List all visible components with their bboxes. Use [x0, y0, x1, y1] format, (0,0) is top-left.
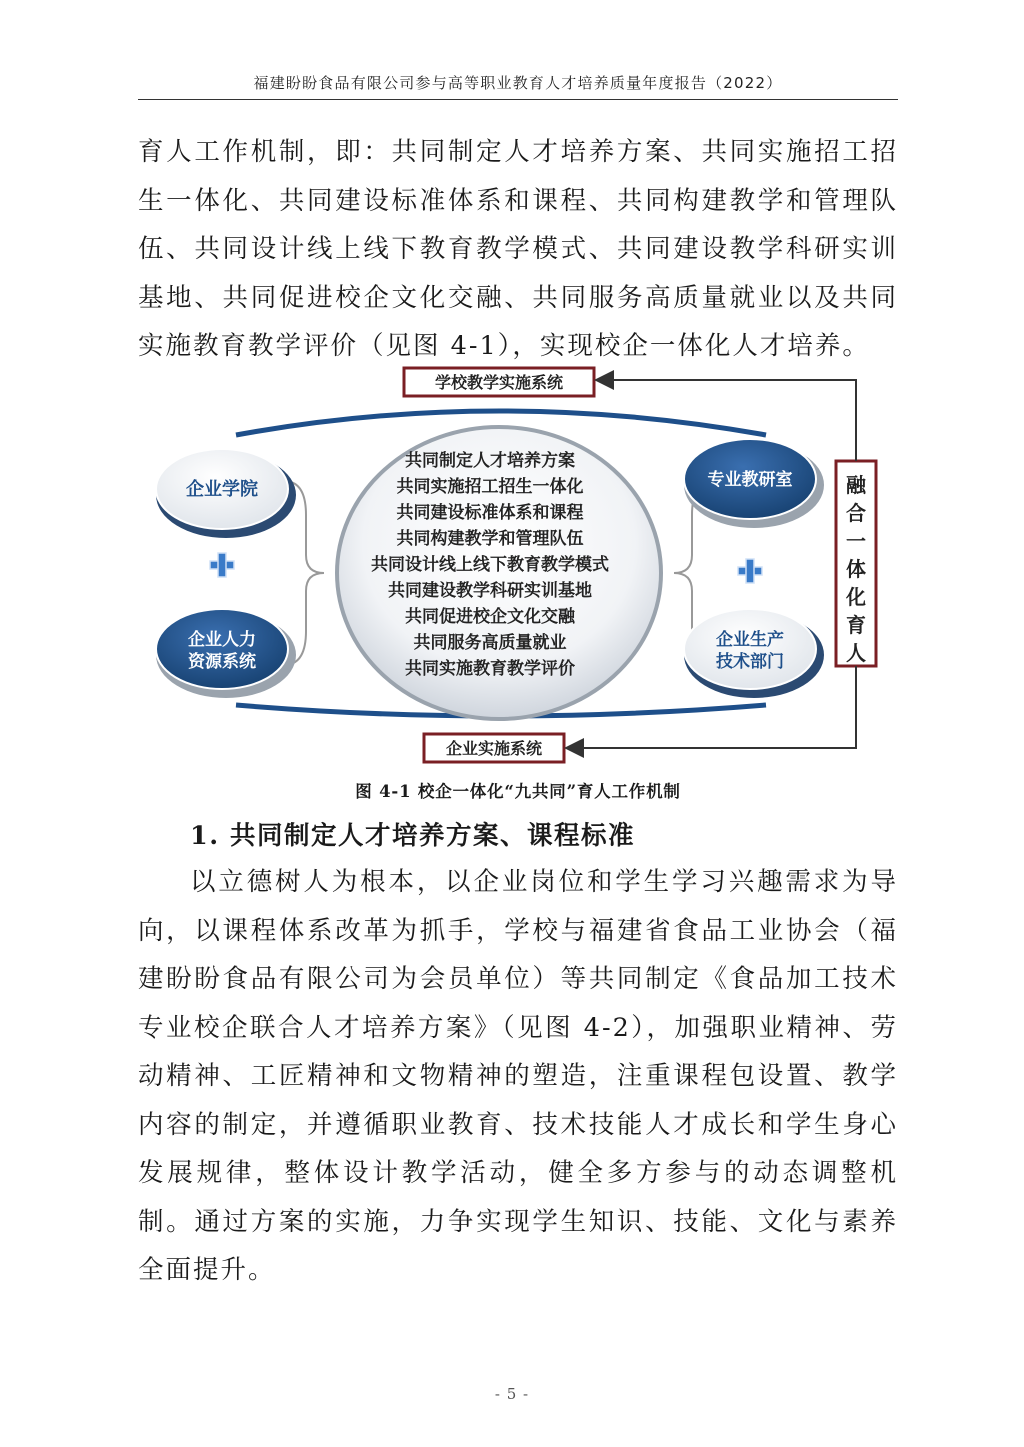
enterprise-college-label: 企业学院	[186, 479, 258, 500]
header-divider	[138, 99, 898, 100]
figure-4-1	[146, 365, 890, 770]
center-item: 共同建设标准体系和课程	[396, 503, 584, 523]
side-char: 体	[846, 557, 866, 581]
side-char: 融	[846, 473, 866, 497]
center-item: 共同服务高质量就业	[413, 633, 567, 653]
page-number: - 5 -	[494, 1385, 530, 1403]
side-char: 人	[846, 641, 866, 665]
center-item: 共同构建教学和管理队伍	[396, 529, 584, 549]
hr-system-label-line1: 企业人力	[188, 630, 256, 650]
bottom-label: 企业实施系统	[445, 739, 543, 758]
teaching-office-label: 专业教研室	[707, 470, 793, 490]
section-paragraph: 以立德树人为根本，以企业岗位和学生学习兴趣需求为导向，以课程体系改革为抓手，学校与福建省食品工业协会（福建盼盼食品有限公司为会员单位）等共同制定《食品加工技术专业校企联合人才培养方案》（见图 4-2），加强职业精神、劳动精神、工匠精神和文物精神的塑造，注重课程包设置、教学内容的制定，并遵循职业教育、技术技能人才成长和学生身心发展规律，整体设计教学活动，健全多方参与的动态调整机制。通过方案的实施，力争实现学生知识、技能、文化与素养全面提升。	[138, 867, 898, 1285]
top-label: 学校教学实施系统	[434, 373, 564, 392]
center-item: 共同建设教学科研实训基地	[388, 581, 592, 601]
page-header: 福建盼盼食品有限公司参与高等职业教育人才培养质量年度报告（2022）	[253, 74, 783, 92]
tech-dept-label-line1: 企业生产	[716, 630, 784, 650]
tech-dept-label-line2: 技术部门	[716, 652, 784, 672]
intro-paragraph: 育人工作机制，即：共同制定人才培养方案、共同实施招工招生一体化、共同建设标准体系和课程、共同构建教学和管理队伍、共同设计线上线下教育教学模式、共同建设教学科研实训基地、共同促进校企文化交融、共同服务高质量就业以及共同实施教育教学评价（见图 4-1），实现校企一体化人才培养。	[138, 137, 898, 361]
side-char: 化	[846, 585, 866, 609]
center-item: 共同设计线上线下教育教学模式	[371, 555, 609, 575]
section-title: 1. 共同制定人才培养方案、课程标准	[190, 821, 635, 851]
center-item: 共同制定人才培养方案	[405, 451, 575, 471]
side-char: 一	[846, 529, 866, 553]
center-item: 共同实施招工招生一体化	[396, 477, 584, 497]
side-char: 合	[846, 501, 866, 525]
center-item: 共同实施教育教学评价	[405, 659, 575, 679]
center-item: 共同促进校企文化交融	[405, 607, 575, 627]
side-char: 育	[846, 613, 866, 637]
figure-caption: 图 4-1 校企一体化“九共同”育人工作机制	[355, 782, 681, 801]
plus-icon	[210, 553, 234, 577]
hr-system-label-line2: 资源系统	[188, 652, 256, 672]
plus-icon	[738, 559, 762, 583]
